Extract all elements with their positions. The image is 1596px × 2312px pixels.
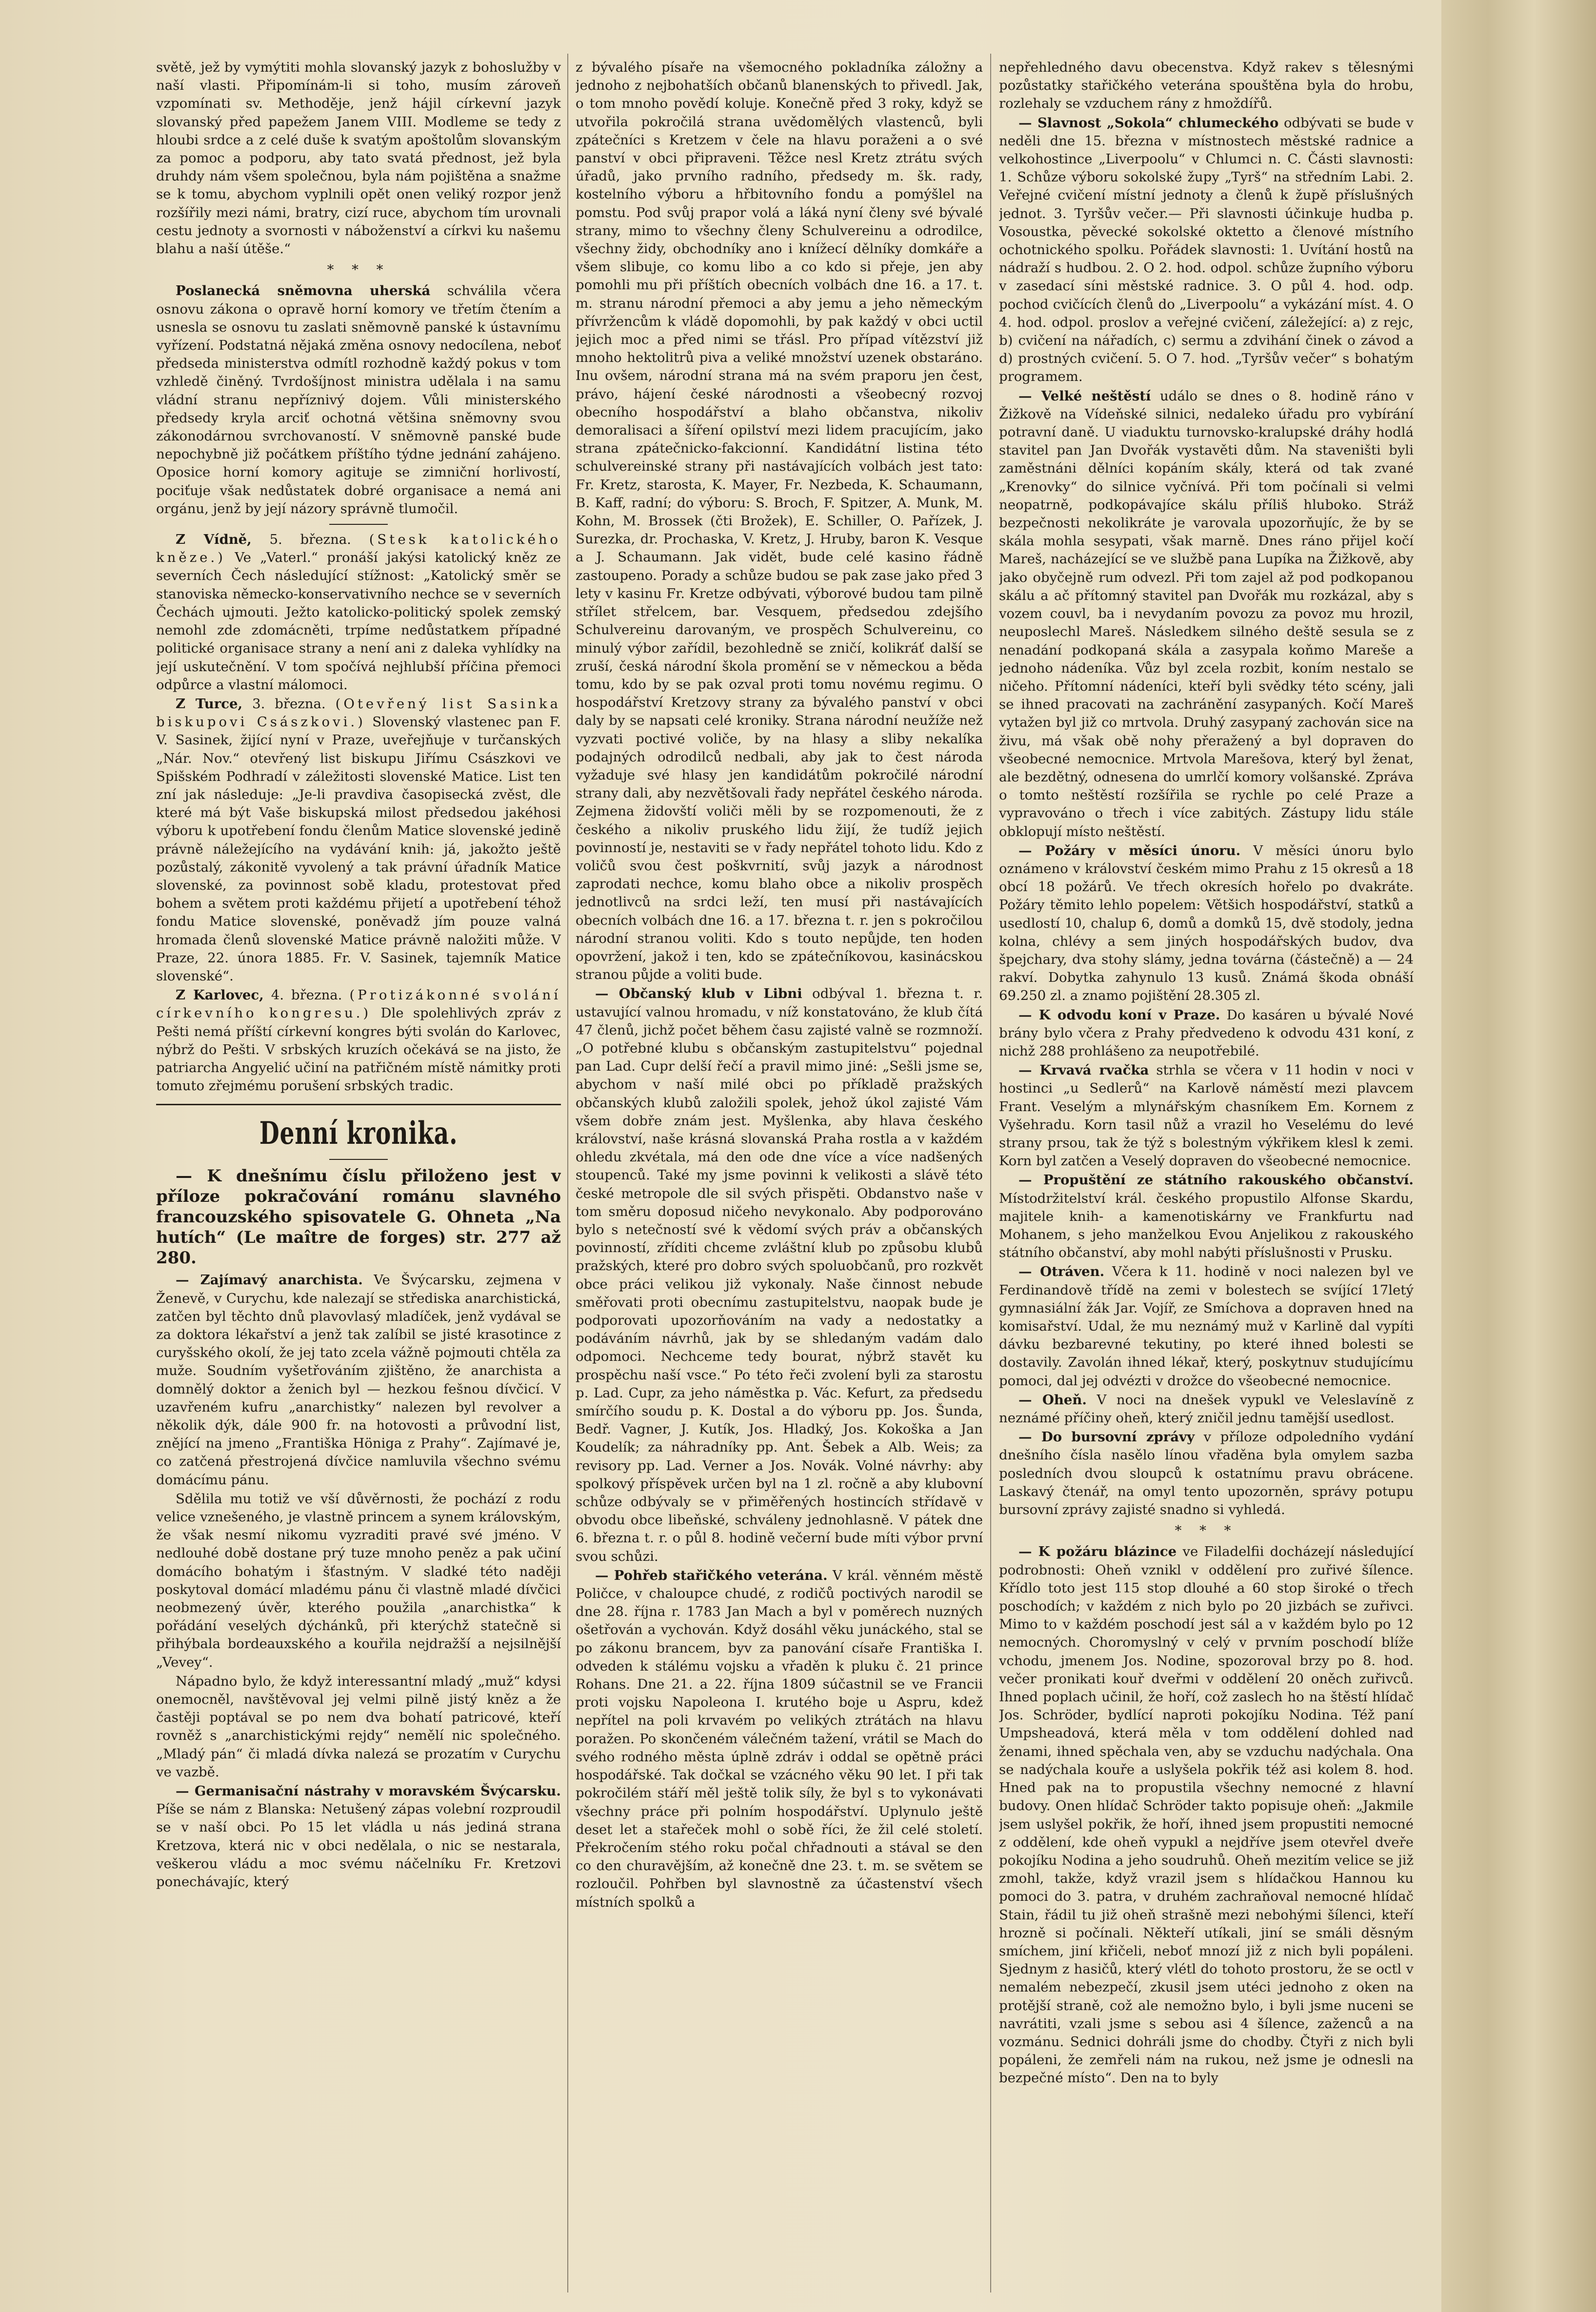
- article-paragraph: Nápadno bylo, že když interessantní mladý „muž“ kdysi onemocněl, navštěvoval jej velmi pilně jistý kněz a že častěji poptával se po nem dva bohatí patricové, kteří rovněž s „anarchistickými rejdy“ nemělí nic společného. „Mladý pán“ či mladá dívka nalezá se prozatím v Curychu ve vazbě.: [156, 1673, 561, 1780]
- article-lead: — K požáru blázince: [1018, 1544, 1177, 1560]
- article-date: 3. března.: [252, 696, 326, 712]
- article-lead: Z Vídně,: [176, 532, 252, 548]
- section-title-denni-kronika: Denní kronika.: [259, 1115, 458, 1152]
- article-body: ve Filadelfii docházejí následující podrobnosti: Oheň vznikl v oddělení pro zuřivé šílence. Křídlo toto jest 115 stop dlouhé a 60 stop široké o třech poschodích; v každém z nich bylo po 20 jizbách se zuřivci. Mimo to v každém poschodí jest sál a v každém bylo po 12 nemocných. Choromyslný v celý v prvním poschodí blíže vchodu, jmenem Jos. Nodine, spozoroval brzy po 8. hod. večer pronikati kouř dveřmi v oddělení 20 oněch zuřivců. Ihned poplach učinil, že hoří, což zaslech ho na štěstí hlídač Jos. Schröder, bydlící naproti pokojíku Nodina. Též paní Umpsheadová, která měla v tom oddělení dohled nad ženami, ihned spěchala ven, aby se vzduchu nadýchala. Ona se nadýchala kouře a uslyšela pokřik též asi kolem 8. hod. Hned pak na to propustila všechny nemocné z hlavní budovy. Onen hlídač Schröder takto popisuje oheň: „Jakmile jsem uslyšel pokřik, že hoří, ihned jsem propustiti nemocné z oddělení, kde oheň vypukl a nejdříve jsem otevřel dveře pokojíku Nodina a jeho soudruhů. Oheň mezitím velice se již zmohl, takže, když vrazil jsem s hlídačkou Hannou ku pomoci do 3. patra, v druhém zachraňoval nemocné hlídač Stain, řádil tu již oheň strašně mezi nebohými šílenci, kteří hrozně si počínali. Někteří utíkali, jiní se smáli děsným smíchem, jiní křičeli, neboť mnozí již z nich byli popáleni. Sjednym z hasičů, který vlétl do tohoto prostoru, že se octl v nemalém nebezpečí, zkusil jsem utéci jednoho z oken na protější straně, což ale nemožno bylo, i byli jsme nuceni se navrátiti, vzali jsme s sebou asi 4 šílence, zaženců a na vozmánu. Sednici dohráli jsme do chodby. Čtyři z nich byli popáleni, že zemřeli nám na rukou, než jsme je odnesli na bezpečné místo“. Den na to byly: [999, 1544, 1414, 2086]
- article-citizenship: [999, 1171, 1414, 1262]
- column-2: [576, 59, 983, 2283]
- article-lead: — Občanský klub v Libni: [595, 986, 802, 1002]
- column-1: [156, 59, 561, 2283]
- article-lead: — Propuštění ze státního rakouského občanství.: [1018, 1172, 1414, 1188]
- article-body: Včera k 11. hodině v noci nalezen byl ve Ferdinandově třídě na zemi v bolestech se svíjící 17letý gymnasiální žák Jar. Vojíř, ze Smíchova a dopraven hned na komisařství. Udal, že mu neznámý muž v Karlině dal vypíti dávku bezbarevné tekutiny, po které ihned bolesti se dostavily. Zavolán ihned lékař, který, poskytnuv studujícímu pomoci, dal jej odvézti v drožce do všeobecné nemocnice.: [999, 1264, 1414, 1389]
- article-sokol: [999, 114, 1414, 386]
- article-libni-club: [576, 985, 983, 1566]
- article-lead: — Velké neštěstí: [1018, 388, 1151, 404]
- article-body: Slovenský vlastenec pan F. V. Sasinek, žijící nyní v Praze, uveřejňuje v turčanských „Nár. Nov.“ otevřený list biskupu Jiřímu Császkovi ve Spišském Podhradí v záležitosti slovenské Matice. List ten zní jak následuje: „Je-li pravdiva časopisecká zvěst, dle které má být Vaše biskupská milost předsedou jakéhosi výboru k upotřebení fondu členům Matice slovenské jedině právně náležejícího na vydávání knih: já, jakožto ještě pozůstalý, zákonitě vyvolený a tak právní úřadník Matice slovenské, za povinnost sobě kladu, protestovat před bohem a světem proti každému přijetí a upotřebení téhož fondu Matice slovenské, poněvadž jím pouze valná hromada členů slovenské Matice právně naložiti může. V Praze, 22. února 1885. Fr. V. Sasinek, tajemník Matice slovenské“.: [156, 714, 561, 984]
- article-asylum-fire: [999, 1543, 1414, 2087]
- article-lead: — Germanisační nástrahy v moravském Švýcarsku.: [176, 1783, 561, 1799]
- supplement-notice: — K dnešnímu číslu přiloženo jest v příloze pokračování románu slavného francouzského spisovatele G. Ohneta „Na hutích“ (Le maître de forges) str. 277 až 280.: [156, 1166, 561, 1268]
- article-body: Ve „Vaterl.“ pronáší jakýsi katolický kněz ze severních Čech následující stížnost: „Katolický směr se stanoviska německo-konservativního nechce se v severních Čechách ujmouti. Ježto katolicko-politický spolek zemský nemohl zde zdomácněti, trpíme nedůstatkem případné politické organisace strany a není ani z daleka vyhlídky na její uskutečnění. V tom spočívá nejhlubší příčina přemoci odpůrce a vlastní málomoci.: [156, 550, 561, 693]
- article-lead: — K odvodu koní v Praze.: [1018, 1007, 1220, 1023]
- article-bourse-note: [999, 1428, 1414, 1519]
- article-vienna: [156, 531, 561, 694]
- article-lead: — Do bursovní zprávy: [1018, 1429, 1195, 1445]
- column-rule: [990, 54, 991, 2292]
- article-lead: Poslanecká sněmovna uherská: [176, 283, 431, 299]
- article-body: odbýval 1. března t. r. ustavující valnou hromadu, v níž konstatováno, že klub čítá 47 členů, jichž počet během času zajisté valně se rozmnoží. „O potřebné klubu s občanským zastupitelstvu“ pojednal pan Lad. Cupr delší řečí a pravil mimo jiné: „Sešli jsme se, abychom v naší milé obci po příkladě pražských občanských klubů založili spolek, jehož úkol zajisté Vám všem dobře znám jest. Myšlenka, aby hlava českého království, naše krásná slovanská Praha rostla a v každém ohledu zkvétala, má den ode dne více a více nadšených stoupenců. Také my jsme povinni k velikosti a slávě této české metropole dle sil svých přispěti. Obdanstvo naše v tom směru doposud ničeho nevykonalo. Aby podporováno bylo s netečností své k vědomí svých práv a občanských povinností, zříditi chceme zvláštní klub po způsobu klubů pražských, které pro dobro svých spoluobčanů, pro rozkvět obce práci velikou již vykonaly. Naše činnost nebude směřovati proti obecnímu zastupitelstvu, naopak bude je podporovati upozorňováním na vady a nedostatky a podáváním návrhů, jak by se shledaným vadám dalo odpomoci. Nechceme tedy bourat, nýbrž stavět ku prospěchu naší vsce.“ Po této řeči zvolení byli za starostu p. Lad. Cupr, za jeho náměstka p. Vác. Kefurt, za předsedu smírčího soudu p. K. Dostal a do výboru pp. Jos. Šunda, Bedř. Vagner, J. Kutík, Jos. Hladký, Jos. Kokoška a Jan Koudelík; za náhradníky pp. Ant. Šebek a Alb. Weis; za revisory pp. Lad. Verner a Jos. Novák. Volné návrhy: aby spolkový příspěvek určen byl na 1 zl. ročně a aby klubovní schůze odbývaly se v přiměřených hostincích střídavě v obvodu obce libeňské, schváleny jednohlasně. V pátek dne 6. března t. r. o půl 8. hodině večerní bude míti výbor první svou schůzi.: [576, 986, 983, 1564]
- article-lead: — Zajímavý anarchista.: [176, 1272, 363, 1288]
- article-lead: — Krvavá rvačka: [1018, 1062, 1149, 1078]
- article-body: V král. věnném městě Poličce, v chaloupce chudé, z rodičů poctivých narodil se dne 28. října r. 1783 Jan Mach a byl v poměrech nuzných ošetřován a vychován. Když dosáhl věku junáckého, stal se po zákonu brancem, byv za panování císaře Františka I. odveden k stálému vojsku a vřaděn k pluku č. 21 prince Rohans. Dne 21. a 22. října 1809 súčastnil se ve Francii proti vojsku Napoleona I. krutého boje u Aspru, kdež nepřítel na poli krvavém po velikých ztrátách na hlavu poražen. Po skončeném válečném tažení, vrátil se Mach do svého rodného města úplně zdráv i oddal se opětně práci hospodářské. Tak dočkal se vzácného věku 90 let. I při tak pokročilém stáří měl ještě tolik síly, že byl s to vykonávati všechny práce při polním hospodářství. Uplynulo ještě deset let a stařeček mohl o sobě říci, že žil celé století. Překročením stého roku počal chřadnouti a stával se den co den churavějším, až konečně dne 23. t. m. se světem se rozloučil. Pohřben byl slavnostně za účastenství všech místních spolků a: [576, 1567, 983, 1910]
- article-continuation: nepřehledného davu obecenstva. Když rakev s tělesnými pozůstatky stařičkého veterána spouštěna byla do hrobu, rozlehaly se vzduchem rány z hmoždířů.: [999, 60, 1414, 112]
- article-germanisation: [156, 1782, 561, 1891]
- article-horses: [999, 1006, 1414, 1061]
- article-veteran-funeral: [576, 1567, 983, 1912]
- article-body: strhla se včera v 11 hodin v noci v hostinci „u Sedlerů“ na Karlově náměstí mezi plavcem Frant. Veselým a mlynářským chasníkem Em. Kornem z Vyšehradu. Korn tasil nůž a vrazil ho Veselému do levé strany prsou, tak že týž s bolestným výkřikem klesl k zemi. Korn byl zatčen a Veselý dopraven do všeobecné nemocnice.: [999, 1062, 1414, 1169]
- article-fight: [999, 1061, 1414, 1170]
- article-lead: — Pohřeb stařičkého veterána.: [595, 1567, 828, 1583]
- article-subtitle: (Otevřený list Sasinka biskupovi Császkovi.): [156, 696, 561, 730]
- section-separator: * * *: [1175, 1523, 1238, 1539]
- article-body: V noci na dnešek vypukl ve Veleslavíně z neznámé příčiny oheň, který zničil jednu tamější usedlost.: [999, 1392, 1414, 1426]
- article-poisoned: [999, 1263, 1414, 1390]
- article-body: schválila včera osnovu zákona o opravě horní komory ve třetím čtením a usnesla se osnovu tu zaslati sněmovně panské k ústavnímu vyřízení. Podstatná nějaká změna osnovy nedocílena, neboť předseda ministerstva odmítl rozhodně každý pokus v tom vzhledě činěný. Tvrdošíjnost ministra udělala i na samu vládní stranu nepříznivý dojem. Vůli ministerského předsedy kryla arciť ochotná většina sněmovny svou zákonodárnou svrchovaností. V sněmovně panské bude nepochybně již počátkem příštího týdne jednání zahájeno. Oposice horní komory agituje se zimniční horlivostí, pociťuje však nedůstatek dobré organisace a nemá ani orgánu, jenž by její názory správně tlumočil.: [156, 283, 561, 517]
- section-separator: * * *: [327, 262, 390, 278]
- article-hungarian-diet: [156, 282, 561, 518]
- article-karlovci: [156, 986, 561, 1095]
- article-body: Ve Švýcarsku, zejmena v Ženevě, v Curychu, kde nalezají se střediska anarchistická, zatčen byl těchto dnů plavovlasý mladíček, jenž vydával se za doktora lékařství a jenž tak zalíbil se jisté krasotince z curyšského okolí, že jej tato zcela vážně pojmouti chtěla za muže. Soudním vyšetřováním zjištěno, že anarchista a domnělý doktor a ženich byl — hezkou fešnou dívčicí. V uzavřeném kufru „anarchistky“ nalezen byl revolver a několik dýk, dále 900 fr. na hotovosti a průvodní list, znějící na jmeno „Františka Höniga z Prahy“. Zajímavé je, co zatčená přestrojená dívčice namluvila všechno svému domácímu pánu.: [156, 1272, 561, 1488]
- article-lead: — Oheň.: [1018, 1392, 1087, 1408]
- article-body: V měsíci únoru bylo oznámeno v království českém mimo Prahu z 15 okresů a 18 obcí 18 požárů. Ve třech okresích hořelo po dvakráte. Požáry těmito lehlo popelem: Většich hospodářství, statků a usedlostí 10, chalup 6, domů a domků 15, dvě stodoly, jedna kolna, chlévy a sem jiných hospodářských budov, dva špejchary, dva stohy slámy, jedna továrna (částečně) a — 24 rakví. Dobytka zahynulo 13 kusů. Známá škoda obnáší 69.250 zl. a znamo pojištění 28.305 zl.: [999, 842, 1414, 1004]
- article-body: v příloze odpoledního vydání dnešního čísla nasělo línou vřaděna byla omylem sazba posledních dvou sloupců k ostatnímu pravu obrácene. Laskavý čtenář, na omyl tento upozorněn, správy potupu bursovní zprávy zajisté snadno si vyhledá.: [999, 1429, 1414, 1518]
- article-subtitle: (Stesk katolického kněze.): [156, 532, 561, 566]
- article-subtitle: (Protizákonné svolání církevního kongresu.): [156, 987, 561, 1021]
- article-body: Píše se nám z Blanska: Netušený zápas volební rozproudil se v naší obci. Po 15 let vládla u nás jediná strana Kretzova, která nic v obci nedělala, o nic se nestarala, veškerou vládu a moc svému náčelníku Fr. Kretzovi ponechávajíc, který: [156, 1801, 561, 1890]
- article-continuation: z bývalého písaře na všemocného pokladníka záložny a jednoho z nejbohatších občanů blanenských to přivedl. Jak, o tom mnoho povědí koluje. Konečně před 3 roky, když se utvořila pokročilá strana uvědomělých vlastenců, byli zpátečníci s Kretzem v čele na hlavu poraženi a o své panství v obci připraveni. Těžce nesl Kretz ztrátu svých úřadů, jako prvního radního, předsedy m. šk. rady, kostelního výboru a hřbitovního fondu a pomýšlel na pomstu. Pod svůj prapor volá a láká nyní členy své bývalé strany, mimo to všechny členy Schulvereinu a odrodilce, všechny židy, obchodníky ano i knížecí dělníky domkáře a všem slibuje, co komu libo a co kdo si přeje, jen aby pomohli mu při příštích obecních volbách dne 16. a 17. t. m. stranu národní přemoci a aby jemu a jeho německým přívržencům k vládě dopomohli, by pak každý v obci uctil jejich moc a před nimi se třásl. Pro případ vítězství již mnoho hektolitrů piva a veliké množství uzenek obstaráno. Inu ovšem, národní strana má na svém praporu jen čest, právo, hájení české národnosti a všeobecný rozvoj obecního hospodářství a blaho občanstva, nikoliv demoralisaci a šíření opilství mezi lidem pracujícím, jako strana zpátečnicko-fakcionní. Kandidátní listina této schulvereinské strany při nastávajících volbách jest tato: Fr. Kretz, starosta, K. Mayer, Fr. Nezbeda, K. Schaumann, B. Kaff, radní; do výboru: S. Broch, F. Spitzer, A. Munk, M. Kohn, M. Brossek (čti Brožek), E. Schiller, O. Pařízek, J. Surezka, dr. Prochaska, V. Kretz, J. Hruby, baron K. Vesque a J. Schaumann. Jak vidět, bude celé kasino řádně zastoupeno. Porady a schůze budou se pak zase jako před 3 lety v kasinu Fr. Kretze odbývati, výborové budou tam pilně střílet střelcem, bar. Vesquem, předsedou zdejšího Schulvereinu darovaným, ve prospěch Schulvereinu, co minulý výbor zařídil, bezohledně se zničí, kolikráť další se zruší, česká národní škola promění se v německou a běda tomu, kdo by se pak ozval proti tomu novému regimu. O hospodářství Kretzovy strany za bývalého panství v obci daly by se napsati celé kroniky. Strana národní neužíže než vyzvati poctivé voliče, by na hlasy a sliby nekalíka podajných odrodilců nedbali, aby jak to čest národa vyžaduje své hlasy jen kandidátům pokročilé národní strany dali, aby nezvětšovali řady nepřátel českého národa. Zejmena židovští voliči měli by se rozpomenouti, že z českého a nikoliv pruského lidu žijí, že tudíž jejich povinností je, nestaviti se v řady nepřátel tohoto lidu. Kdo z voličů svou čest poškvrnití, svůj jazyk a národnost zaprodati nechce, komu blaho obce a nikoliv prospěch jednotlivců na srdci leží, ten musí při nastávajících obecních volbách dne 16. a 17. března t. r. jen s pokročilou národní stranou voliti. Kdo s touto nepůjde, ten hoden opovržení, jakož i ten, kdo se zpátečníkovou, kasinácskou stranou půjde a voliti bude.: [576, 60, 983, 983]
- article-lead: — Požáry v měsíci únoru.: [1018, 842, 1241, 858]
- article-body: odbývati se bude v neděli dne 15. března v místnostech městské radnice a velkohostince „Liverpoolu“ v Chlumci n. C. Části slavnosti: 1. Schůze výboru sokolské župy „Tyrš“ na středním Labi. 2. Veřejné cvičení místní jednoty a členů k župě příslušných jednot. 3. Tyršův večer.— Při slavnosti účinkuje hudba p. Vosoustka, pěvecké sokolské oktetto a členové místního ochotnického spolku. Pořádek slavnosti: 1. Uvítání hostů na nádraží s hudbou. 2. O 2. hod. odpol. schůze župního výboru v zasedací síni městské radnice. 3. O půl 4. hod. odp. pochod cvičících členů do „Liverpoolu“ a vykázání míst. 4. O 4. hod. odpol. proslov a veřejné cvičení, záležející: a) z rejc, b) cvičení na nářadích, c) sermu a zdvihání činek o závod a d) prostných cvičení. 5. O 7. hod. „Tyršův večer“ s bohatým programem.: [999, 115, 1414, 385]
- divider: [329, 524, 388, 525]
- divider: [329, 1159, 388, 1160]
- article-lead: Z Turce,: [176, 696, 243, 712]
- article-lead: — Otráven.: [1018, 1264, 1105, 1280]
- adjacent-page-edge: [1441, 0, 1596, 2312]
- section-divider: [156, 1104, 561, 1105]
- article-paragraph: Sdělila mu totiž ve vší důvěrnosti, že pochází z rodu velice vznešeného, je vlastně princem a synem královským, že však nesmí nikomu vyzraditi pravé své jméno. V nedlouhé době dostane prý tuze mnoho peněz a pak učiní domácího bohatým i šťastným. V sladké této naději poskytoval domácí mladému pánu či vlastně mladé dívčici neobmezený úvěr, kterého použila „anarchistka“ k pořádání veselých dýchánků, při kterýchž statečně si přihýbala bordeauxského a kouřila nejdražší a nejsilnější „Vevey“.: [156, 1491, 561, 1670]
- article-body: Do kasáren u bývalé Nové brány bylo včera z Prahy předvedeno k odvodu 431 koní, z nichž 288 prohlášeno za neupotřebilé.: [999, 1007, 1414, 1059]
- article-fires: [999, 842, 1414, 1005]
- article-date: 5. března.: [269, 532, 351, 548]
- column-rule: [567, 54, 568, 2292]
- article-body: Místodržitelství král. českého propustilo Alfonse Skardu, majitele knih- a kamenotiskárny ve Frankfurtu nad Mohanem, s jeho manželkou Evou Anjelikou z rakouského státního občanství, aby mohl nabýti příslušnosti v Prusku.: [999, 1190, 1414, 1261]
- article-body: událo se dnes o 8. hodině ráno v Žižkově na Vídeňské silnici, nedaleko úřadu pro vybírání potravní daně. U viaduktu turnovsko-kralupské dráhy hodlá stavitel pan Jan Dvořák vystavěti dům. Na staveništi byli zaměstnáni dělníci kopáním skály, která od tak zvané „Krenovky“ do silnice vyčnívá. Při tom počínali si velmi neopatrně, podkopávajíce skálu příliš hluboko. Stráž bezpečnosti nekolikráte je varovala upozorňujíc, že by se skála mohla sesypati, však marně. Dnes ráno přijel kočí Mareš, nacházející se ve službě pana Lupíka na Žižkově, aby jako obyčejně rum odvezl. Při tom zajel až pod podkopanou skálu a ač přítomný stavitel pan Dvořák mu rozkázal, aby s vozem couvl, ba i nevydaním povozu za povoz mu hrozil, neuposlechl Mareš. Následkem silného deště sesula se z nenadání podkopaná skála a zasypala koňmo Mareše a jednoho nádeníka. Vůz byl zcela rozbit, koním nestalo se ničeho. Přítomní nádeníci, kteří byli svědky této scény, jali se ihned pracovati na zachránění zasypaných. Kočí Mareš vytažen byl již co mrtvola. Druhý zasypaný zachován sice na živu, má však obě nohy přeražený a byl dopraven do všeobecné nemocnice. Mrtvola Marešova, který byl ženat, ale bezdětný, odnesena do umrlčí komory volšanské. Zpráva o tomto neštěstí rozšířila se rychle po celé Praze a vypravováno o třech i více zabitých. Zástupy lidu stále obklopují místo neštěstí.: [999, 388, 1414, 839]
- column-3: [999, 59, 1414, 2283]
- article-anarchist: [156, 1271, 561, 1489]
- article-accident: [999, 387, 1414, 841]
- article-lead: — Slavnost „Sokola“ chlumeckého: [1018, 115, 1279, 131]
- article-date: 4. března.: [271, 987, 342, 1003]
- article-fire-veleslavin: [999, 1391, 1414, 1427]
- article-continuation: světě, jež by vymýtiti mohla slovanský jazyk z bohoslužby v naší vlasti. Připomínám-li si toho, musím zároveň vzpomínati sv. Methoděje, jenž hájil církevní jazyk slovanský před papežem Janem VIII. Modleme se tedy z hloubi srdce a z celé duše k svatým apoštolům slovanským za pomoc a podporu, aby tato svatá přednost, jež byla druhdy nám všem společnou, byla nám pojištěna a snažme se k tomu, abychom vyplnili opět onen veliký rozpor jenž rozšířily mezi námi, bratry, cizí ruce, abychom tím urovnali cestu jednoty a svornosti v náboženství a církvi ku našemu blahu a naší útěše.“: [156, 60, 561, 257]
- article-body: Dle spolehlivých zpráv z Pešti nemá příští církevní kongres býti svolán do Karlovec, nýbrž do Pešti. V srbských kruzích očekává se na jisto, že patriarcha Angyelić učiní na patřičném místě námitky proti tomuto zřejmému porušení srbských tradic.: [156, 1005, 561, 1094]
- article-lead: Z Karlovec,: [176, 987, 264, 1003]
- article-turiec: [156, 695, 561, 985]
